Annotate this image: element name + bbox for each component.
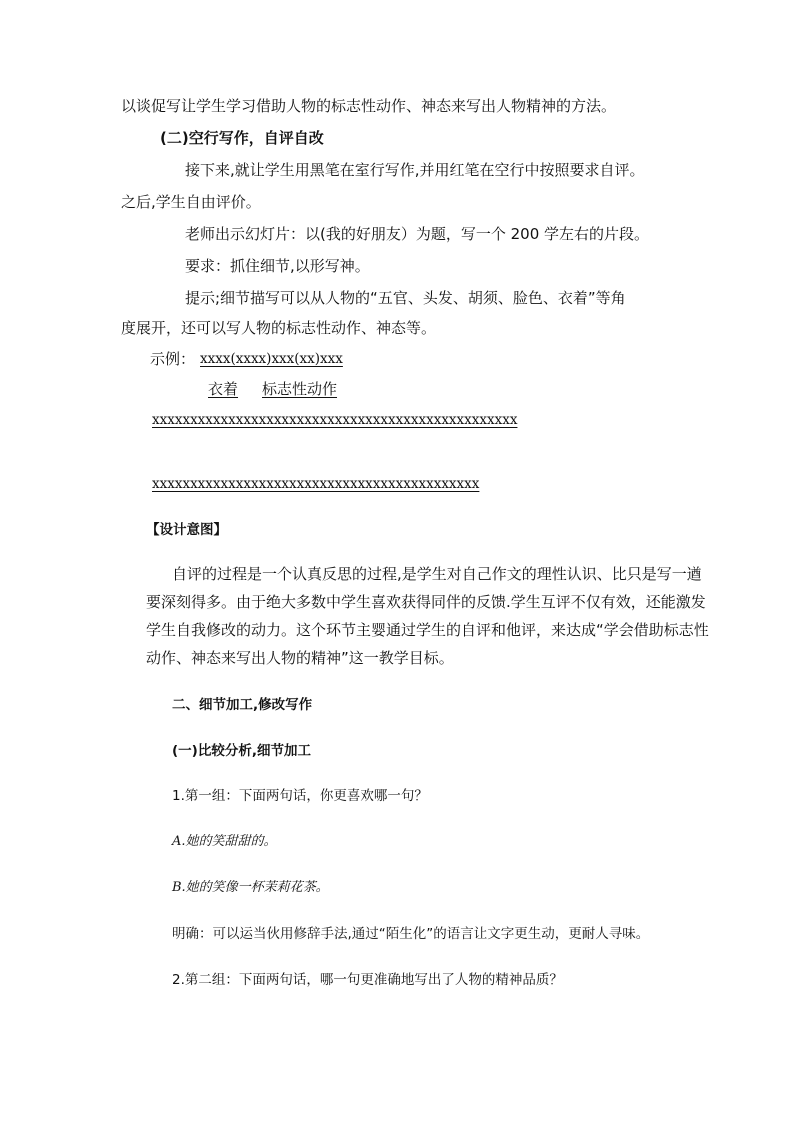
paragraph-line: 学生自我修改的动力。这个环节主婴通过学生的自评和他评，来达成“学会借助标志性 (146, 621, 709, 639)
option-b: B.她的笑像一杯茉莉花茶。 (172, 880, 329, 895)
paragraph-line: 以谈促写让学生学习借助人物的标志性动作、神态来写出人物精神的方法。 (121, 97, 617, 115)
answer-line: 明确：可以运当伙用修辞手法,通过“陌生化”的语言让文字更生动，更耐人寻味。 (172, 926, 650, 942)
option-a: A.她的笑甜甜的。 (172, 834, 277, 849)
example-annotation-clothing: 衣着 (208, 380, 239, 398)
paragraph-line: 之后,学生自由评价。 (121, 193, 261, 211)
example-text: xxxx(xxxx)xxx(xx)xxx (200, 351, 343, 367)
paragraph-line: 要深刻得多。由于绝大多数中学生喜欢获得同伴的反馈.学生互评不仅有效，还能激发 (146, 593, 706, 611)
paragraph-line: 自评的过程是一个认真反思的过程,是学生对自己作文的理性认识、比只是写一遒 (172, 565, 702, 583)
placeholder-line: xxxxxxxxxxxxxxxxxxxxxxxxxxxxxxxxxxxxxxxxxxxxxxxx (152, 412, 518, 428)
question-line: 2.第二组：下面两句话，哪一句更准确地写出了人物的精神品质？ (172, 972, 563, 988)
design-intent-heading: 【设计意图】 (146, 522, 227, 538)
subsection-heading: (一)比较分析,细节加工 (172, 743, 311, 759)
paragraph-line: 度展开，还可以写人物的标志性动作、神态等。 (121, 319, 437, 337)
example-label: 示例： (150, 350, 196, 368)
section-heading: (二)空行写作，自评自改 (160, 129, 324, 147)
paragraph-line: 老师出示幻灯片：以(我的好朋友）为题，写一个 200 学左右的片段。 (185, 225, 650, 243)
example-annotation-action: 标志性动作 (262, 380, 338, 398)
paragraph-line: 接下来,就让学生用黑笔在室行写作,并用红笔在空行中按照要求自评。 (185, 161, 645, 179)
question-line: 1.第一组：下面两句话，你更喜欢哪一句？ (172, 788, 428, 804)
paragraph-line: 动作、神态来写出人物的精神”这一教学目标。 (146, 649, 454, 667)
paragraph-line: 要求：抓住细节,以形写神。 (185, 257, 370, 275)
paragraph-line: 提示;细节描写可以从人物的“五官、头发、胡须、脸色、衣着”等角 (185, 289, 626, 307)
section-heading: 二、细节加工,修改写作 (172, 697, 313, 713)
placeholder-line: xxxxxxxxxxxxxxxxxxxxxxxxxxxxxxxxxxxxxxxxxxx (152, 476, 480, 492)
